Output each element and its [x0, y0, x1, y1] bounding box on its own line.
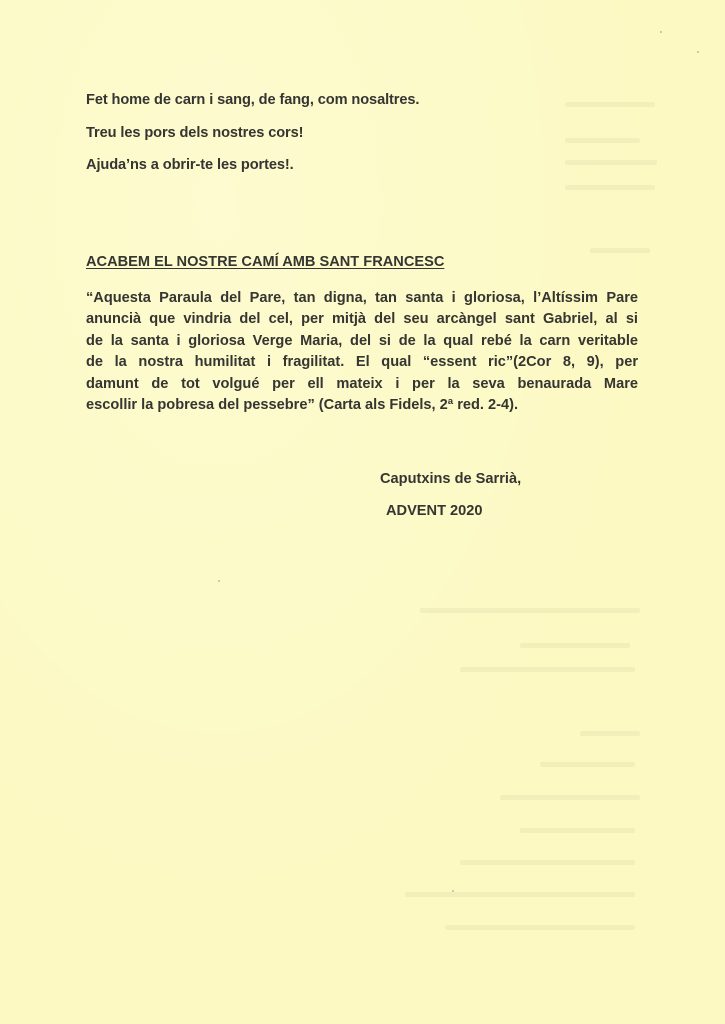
show-through-mark	[460, 667, 635, 672]
show-through-mark	[420, 608, 640, 613]
dust-speck	[697, 51, 699, 53]
quote-line: “Aquesta Paraula del Pare, tan digna, tan santa i gloriosa, l’Altíssim Pare	[86, 290, 638, 306]
dust-speck	[452, 890, 454, 892]
show-through-mark	[540, 762, 635, 767]
show-through-mark	[405, 892, 635, 897]
intro-line: Treu les pors dels nostres cors!	[86, 125, 304, 141]
quote-line: escollir la pobresa del pessebre” (Carta als Fidels, 2ª red. 2-4).	[86, 397, 519, 414]
quote-line: de la santa i gloriosa Verge Maria, del si de la qual rebé la carn veritable	[86, 332, 638, 349]
show-through-mark	[520, 643, 630, 648]
quote-line: anuncià que vindria del cel, per mitjà del seu arcàngel sant Gabriel, al si	[86, 311, 638, 328]
quote-paragraph	[86, 288, 638, 416]
dust-speck	[660, 31, 662, 33]
intro-line: Ajuda’ns a obrir-te les portes!.	[86, 157, 294, 173]
signature-date: ADVENT 2020	[386, 503, 483, 519]
show-through-mark	[520, 828, 635, 833]
quote-line: de la nostra humilitat i fragilitat. El qual “essent ric”(2Cor 8, 9), per	[86, 354, 638, 371]
show-through-mark	[565, 160, 657, 165]
section-heading: ACABEM EL NOSTRE CAMÍ AMB SANT FRANCESC	[86, 254, 445, 270]
show-through-mark	[500, 795, 640, 800]
quote-line: damunt de tot volgué per ell mateix i per la seva benaurada Mare	[86, 375, 638, 392]
show-through-mark	[590, 248, 650, 253]
show-through-mark	[565, 138, 640, 143]
dust-speck	[218, 580, 220, 582]
show-through-mark	[445, 925, 635, 930]
intro-line: Fet home de carn i sang, de fang, com nosaltres.	[86, 92, 420, 108]
signature-author: Caputxins de Sarrià,	[380, 471, 522, 487]
show-through-mark	[565, 102, 655, 107]
show-through-mark	[565, 185, 655, 190]
show-through-mark	[460, 860, 635, 865]
show-through-mark	[580, 731, 640, 736]
